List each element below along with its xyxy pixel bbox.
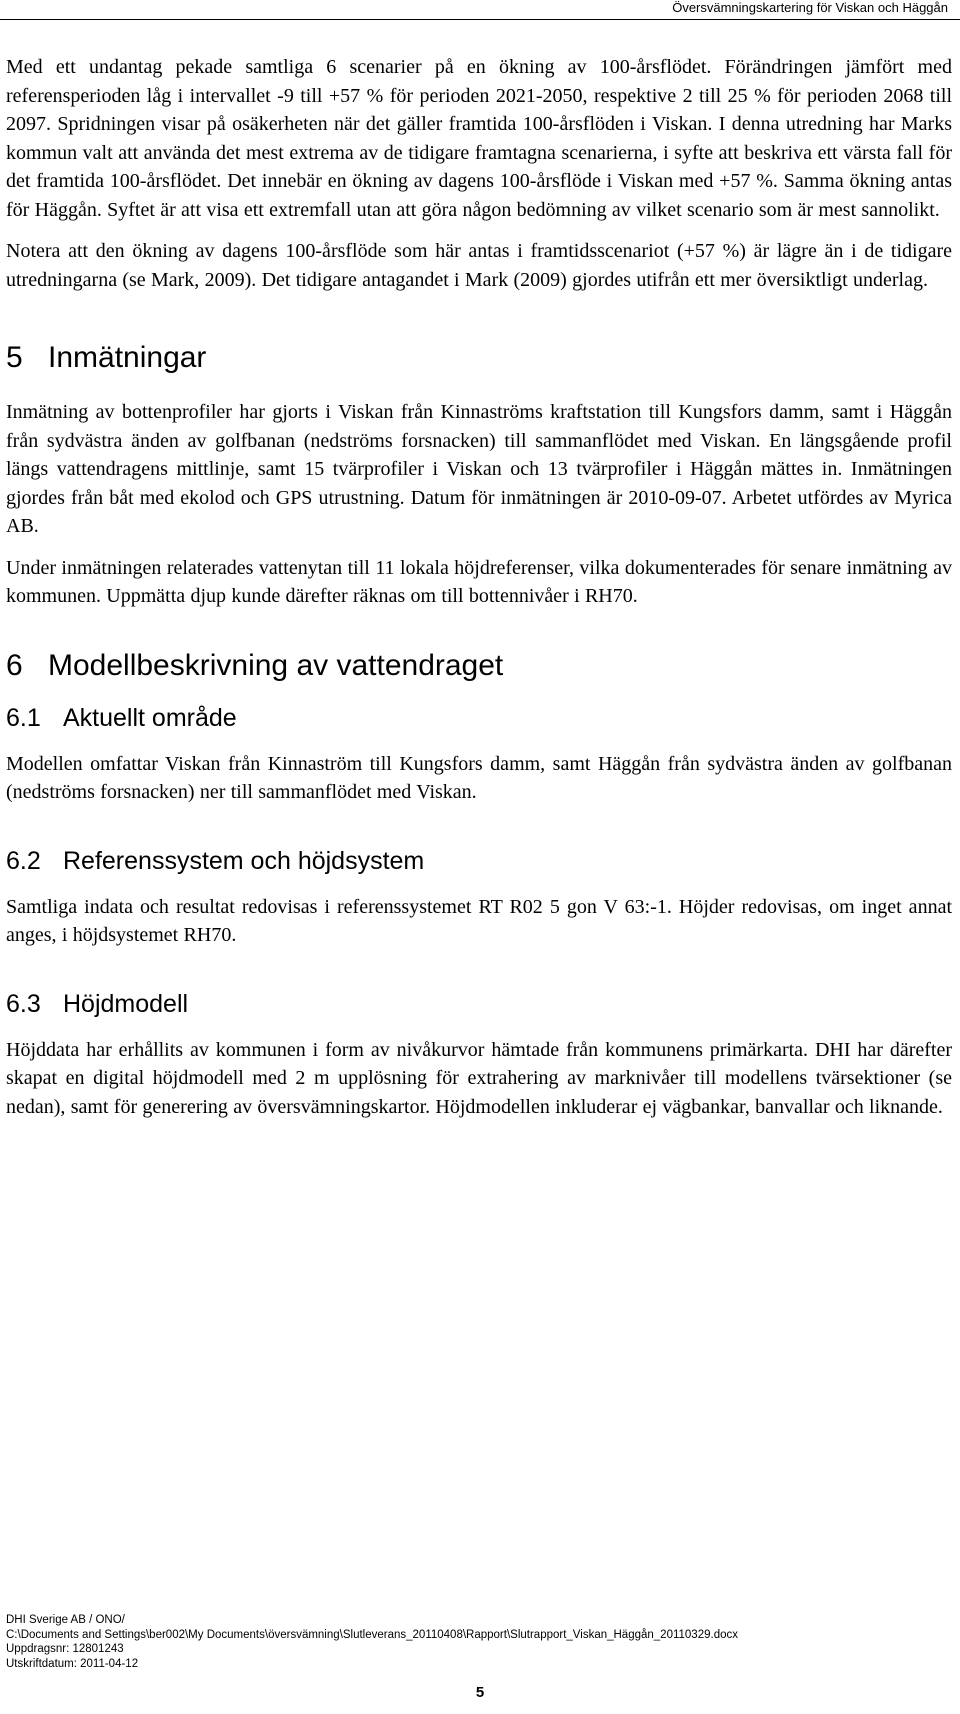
section-6-3-paragraph: Höjddata har erhållits av kommunen i form av nivåkurvor hämtade från kommunens primärkarta. DHI har därefter skapat en digital höjdmodell med 2 m upplösning för extrahering av marknivåer till modellens tvärsektioner (se nedan), samt för generering av översvämningskartor. Höjdmodellen inkluderar ej vägbankar, banvallar och liknande. bbox=[6, 1038, 952, 1118]
document-footer bbox=[6, 1613, 738, 1671]
section-6-2-paragraph: Samtliga indata och resultat redovisas i referenssystemet RT R02 5 gon V 63:-1. Höjder redovisas, om inget annat anges, i höjdsystemet RH70. bbox=[6, 895, 952, 946]
intro-paragraph-2: Notera att den ökning av dagens 100-årsflöde som här antas i framtidsscenariot (+57 %) är lägre än i de tidigare utredningarna (se Mark, 2009). Det tidigare antagandet i Mark (2009) gjordes utifrån ett mer översiktligt underlag. bbox=[6, 240, 952, 291]
running-header: Översvämningskartering för Viskan och Häggån bbox=[672, 0, 948, 15]
section-6-2-title: Referenssystem och höjdsystem bbox=[63, 846, 425, 875]
intro-paragraph-1: Med ett undantag pekade samtliga 6 scenarier på en ökning av 100-årsflödet. Förändringen jämfört med referensperioden låg i intervallet -9 till +57 % för perioden 2021-2050, respektive 2 till 25 % för perioden 2068 till 2097. Spridningen visar på osäkerheten när det gäller framtida 100-årsflöden i Viskan. I denna utredning har Marks kommun valt att använda det mest extrema av de tidigare framtagna scenarierna, i syfte att beskriva ett värsta fall för det framtida 100-årsflödet. Det innebär en ökning av dagens 100-årsflöde i Viskan med +57 %. Samma ökning antas för Häggån. Syftet är att visa ett extremfall utan att göra någon bedömning av vilket scenario som är mest sannolikt. bbox=[6, 56, 952, 221]
section-5-heading bbox=[6, 340, 952, 376]
footer-print-date: Utskriftdatum: 2011-04-12 bbox=[6, 1657, 139, 1670]
section-6-heading bbox=[6, 648, 952, 684]
section-6-3-heading bbox=[6, 988, 952, 1020]
footer-order-number: Uppdragsnr: 12801243 bbox=[6, 1643, 124, 1655]
section-5-number: 5 bbox=[6, 341, 23, 374]
section-6-2-heading bbox=[6, 845, 952, 877]
header-rule bbox=[0, 19, 960, 20]
section-6-number: 6 bbox=[6, 648, 23, 682]
section-5-title: Inmätningar bbox=[48, 341, 207, 374]
section-5-paragraph-1: Inmätning av bottenprofiler har gjorts i Viskan från Kinnaströms kraftstation till Kungsfors damm, samt i Häggån från sydvästra änden av golfbanan (nedströms forsnacken) till sammanflödet med Viskan. En längsgående profil längs vattendragens mittlinje, samt 15 tvärprofiler i Viskan och 13 tvärprofiler i Häggån mättes in. Inmätningen gjordes från båt med ekolod och GPS utrustning. Datum för inmätningen är 2010-09-07. Arbetet utfördes av Myrica AB. bbox=[6, 401, 952, 537]
section-6-title: Modellbeskrivning av vattendraget bbox=[48, 648, 504, 682]
footer-company: DHI Sverige AB / ONO/ bbox=[6, 1614, 125, 1626]
section-6-2-number: 6.2 bbox=[6, 846, 41, 875]
section-6-1-paragraph: Modellen omfattar Viskan från Kinnaström till Kungsfors damm, samt Häggån från sydvästra änden av golfbanan (nedströms forsnacken) ner till sammanflödet med Viskan. bbox=[6, 752, 952, 803]
footer-file-path: C:\Documents and Settings\ber002\My Documents\översvämning\Slutleverans_20110408\Rapport\Slutrapport_Viskan_Häggån_20110329.docx bbox=[6, 1628, 738, 1641]
section-5-paragraph-2: Under inmätningen relaterades vattenytan till 11 lokala höjdreferenser, vilka dokumenterades för senare inmätning av kommunen. Uppmätta djup kunde därefter räknas om till bottennivåer i RH70. bbox=[6, 556, 952, 607]
section-6-3-number: 6.3 bbox=[6, 989, 41, 1018]
section-6-1-number: 6.1 bbox=[6, 703, 41, 732]
section-6-1-title: Aktuellt område bbox=[63, 703, 237, 732]
page-content bbox=[6, 53, 952, 1121]
page-number: 5 bbox=[475, 1684, 485, 1701]
section-6-3-title: Höjdmodell bbox=[63, 989, 189, 1018]
section-6-1-heading bbox=[6, 702, 952, 734]
